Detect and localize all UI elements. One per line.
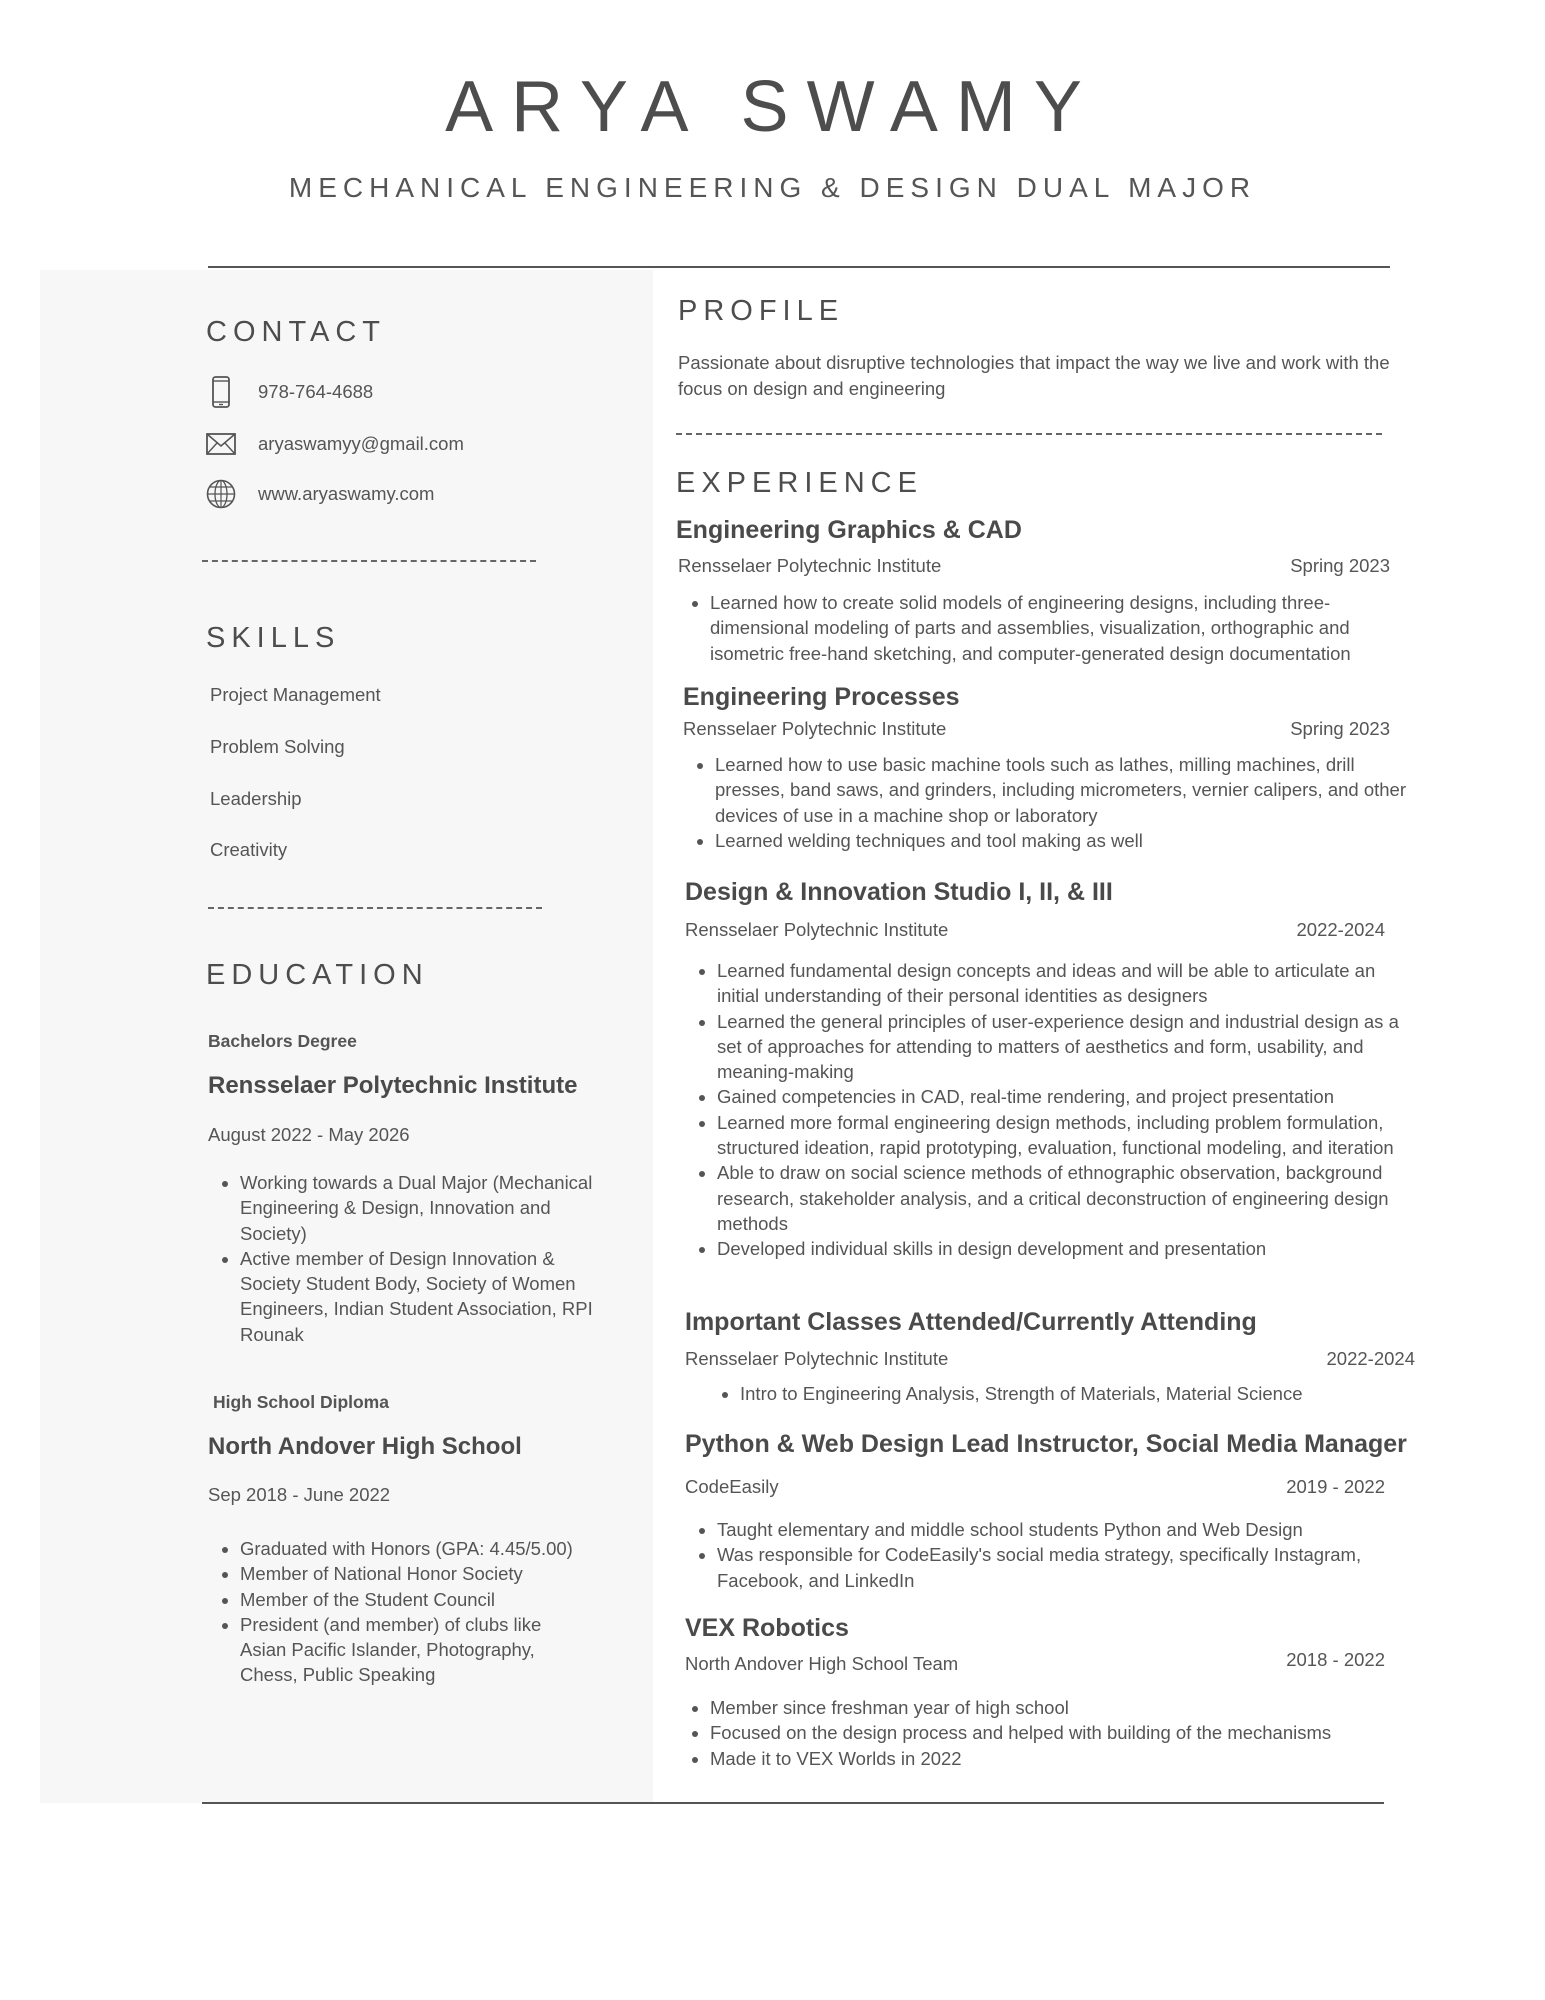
job-meta [678,553,1390,578]
job-title: VEX Robotics [685,1614,849,1642]
list-item: • Member of National Honor Society [240,1561,580,1586]
job-date: Spring 2023 [1290,718,1390,739]
list-item: • Intro to Engineering Analysis, Strength of Materials, Material Science [740,1381,1430,1406]
job-date: 2022-2024 [1296,919,1385,940]
job-bullets [683,752,1415,853]
list-item: • Taught elementary and middle school students Python and Web Design [717,1517,1422,1542]
job-title: Engineering Processes [683,683,960,711]
list-item: • Member of the Student Council [240,1587,580,1612]
experience-title: EXPERIENCE [676,467,923,499]
job-bullets [678,1695,1415,1771]
degree-label: High School Diploma [213,1392,389,1412]
job-org: Rensselaer Polytechnic Institute [685,919,949,940]
phone-text[interactable]: 978-764-4688 [258,381,374,402]
right-divider [676,433,1382,435]
list-item: • Focused on the design process and helped with building of the mechanisms [710,1720,1415,1745]
list-item: • Was responsible for CodeEasily's social media strategy, specifically Instagram, Facebook, and LinkedIn [717,1542,1422,1593]
job-bullets [685,1517,1422,1593]
resume-name: ARYA SWAMY [445,67,1100,147]
job-bullets [678,590,1410,666]
list-item: • Member since freshman year of high school [710,1695,1415,1720]
email-link[interactable]: aryaswamyy@gmail.com [258,433,464,454]
skill-item: Creativity [210,839,288,860]
mail-icon [206,429,236,459]
list-item: • Learned the general principles of user-experience design and industrial design as a set of approaches for attending to matters of aesthetics and form, usability, and meaning-making [717,1009,1422,1085]
contact-website [206,477,434,511]
skill-item: Leadership [210,788,302,809]
left-divider-2 [208,907,542,909]
list-item: • Learned more formal engineering design methods, including problem formulation, structured ideation, rapid prototyping, evaluation, functional modeling, and iteration [717,1110,1422,1161]
job-org: Rensselaer Polytechnic Institute [685,1348,949,1369]
job-org: Rensselaer Polytechnic Institute [683,718,947,739]
list-item: • Learned fundamental design concepts and ideas and will be able to articulate an initial understanding of their personal identities as designers [717,958,1422,1009]
school-name: Rensselaer Polytechnic Institute [208,1072,578,1099]
job-meta [685,1474,1385,1499]
list-item: • Able to draw on social science methods of ethnographic observation, background research, stakeholder analysis, and a critical deconstruction of engineering design methods [717,1160,1422,1236]
job-meta [685,1651,1385,1676]
job-date: Spring 2023 [1290,555,1390,576]
globe-icon [206,479,236,509]
skill-item: Project Management [210,684,381,705]
list-item: • Learned how to create solid models of engineering designs, including three-dimensional modeling of parts and assemblies, visualization, orthographic and isometric free-hand sketching, and computer-generated design documentation [710,590,1410,666]
job-meta [683,716,1390,741]
education-title: EDUCATION [206,959,429,991]
job-org: North Andover High School Team [685,1653,959,1674]
job-org: CodeEasily [685,1476,779,1497]
education-bullets [208,1536,580,1688]
job-meta [685,917,1385,942]
top-divider [208,266,1390,268]
education-bullets [208,1170,600,1347]
job-title: Design & Innovation Studio I, II, & III [685,878,1113,906]
job-meta [685,1346,1415,1371]
job-title: Python & Web Design Lead Instructor, Social Media Manager [685,1430,1407,1458]
job-date: 2019 - 2022 [1286,1476,1385,1497]
skill-item: Problem Solving [210,736,345,757]
profile-title: PROFILE [678,295,845,327]
degree-label: Bachelors Degree [208,1031,357,1051]
contact-phone [206,375,373,409]
profile-text: Passionate about disruptive technologies that impact the way we live and work with the focus on design and engineering [678,352,1390,399]
contact-title: CONTACT [206,316,387,348]
job-bullets [685,958,1422,1262]
contact-email [206,427,464,461]
job-title: Engineering Graphics & CAD [676,516,1022,544]
list-item: • Learned how to use basic machine tools such as lathes, milling machines, drill presses, band saws, and grinders, including micrometers, vernier calipers, and other devices of use in a machine shop or laboratory [715,752,1415,828]
list-item: • Learned welding techniques and tool making as well [715,828,1415,853]
list-item: • Gained competencies in CAD, real-time rendering, and project presentation [717,1084,1422,1109]
list-item: • President (and member) of clubs like Asian Pacific Islander, Photography, Chess, Public Speaking [240,1612,580,1688]
job-org: Rensselaer Polytechnic Institute [678,555,942,576]
job-date: 2022-2024 [1326,1348,1415,1369]
skills-title: SKILLS [206,622,341,654]
education-dates: August 2022 - May 2026 [208,1124,410,1145]
list-item: • Made it to VEX Worlds in 2022 [710,1746,1415,1771]
website-link[interactable]: www.aryaswamy.com [258,483,435,504]
resume-subtitle: MECHANICAL ENGINEERING & DESIGN DUAL MAJOR [288,172,1257,203]
list-item: • Graduated with Honors (GPA: 4.45/5.00) [240,1536,580,1561]
list-item: • Active member of Design Innovation & Society Student Body, Society of Women Engineers, Indian Student Association, RPI Rounak [240,1246,600,1347]
left-divider-1 [202,560,536,562]
job-date: 2018 - 2022 [1286,1649,1385,1670]
school-name: North Andover High School [208,1433,522,1460]
phone-icon [206,377,236,407]
list-item: • Developed individual skills in design development and presentation [717,1236,1422,1261]
list-item: • Working towards a Dual Major (Mechanical Engineering & Design, Innovation and Society) [240,1170,600,1246]
job-bullets [708,1381,1430,1406]
job-title: Important Classes Attended/Currently Attending [685,1308,1257,1336]
bottom-divider [202,1802,1384,1804]
education-dates: Sep 2018 - June 2022 [208,1484,391,1505]
